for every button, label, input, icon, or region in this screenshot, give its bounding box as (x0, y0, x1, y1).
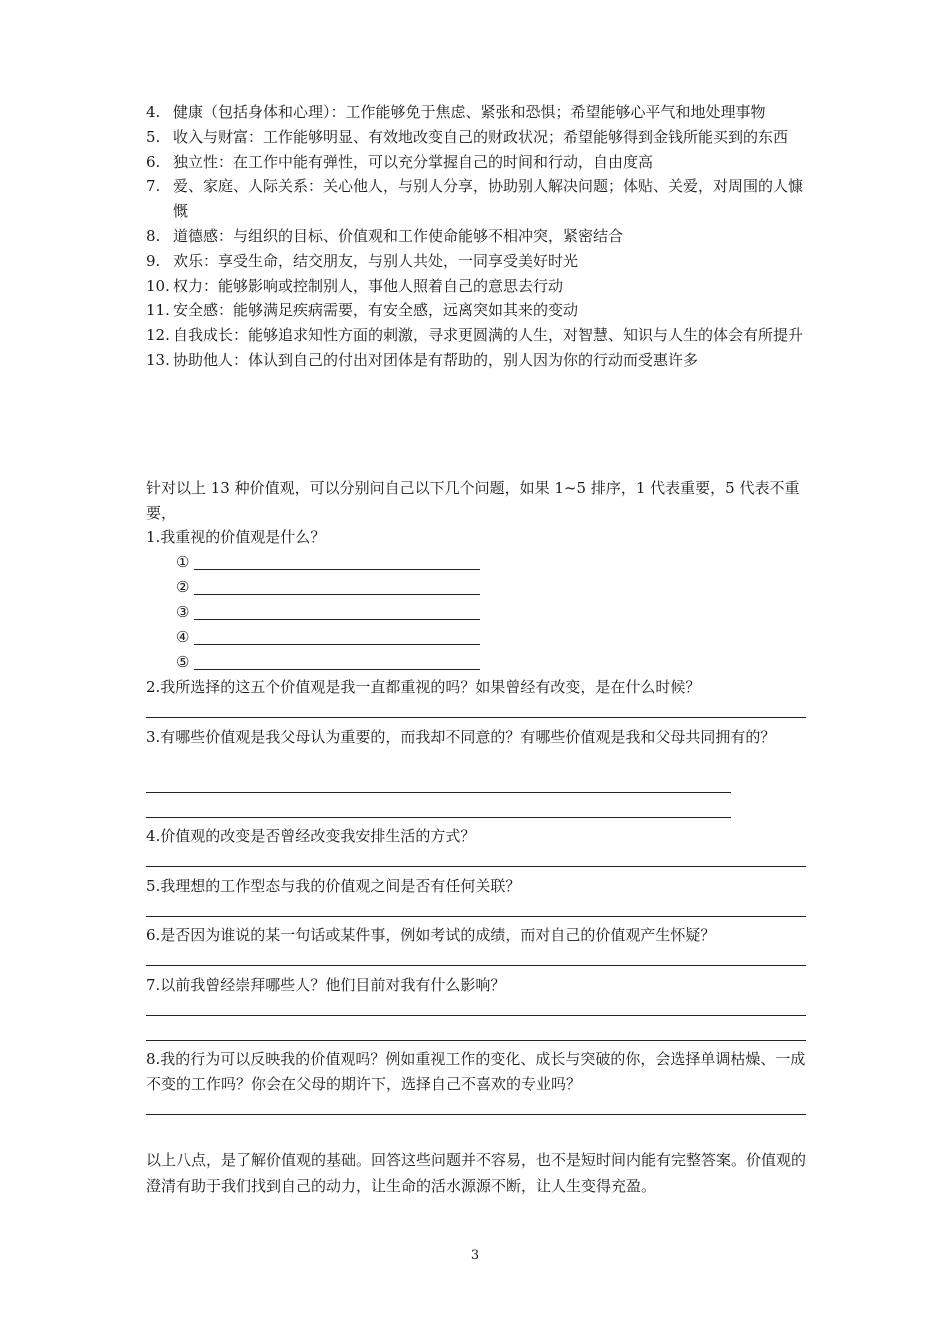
answer-line (194, 594, 480, 595)
list-item (146, 224, 808, 249)
circled-number: ⑤ (176, 653, 190, 671)
item-number: 5. (146, 127, 161, 146)
list-item (146, 348, 808, 373)
item-text: 道德感：与组织的目标、价值观和工作使命能够不相冲突，紧密结合 (173, 226, 624, 245)
circled-number: ② (176, 578, 190, 596)
question-7: 7.以前我曾经崇拜哪些人？他们目前对我有什么影响？ (146, 976, 506, 994)
answer-line[interactable] (146, 866, 806, 867)
item-text: 安全感：能够满足疾病需要，有安全感，远离突如其来的变动 (173, 301, 579, 320)
answer-line[interactable] (146, 817, 731, 818)
question-1: 1.我重视的价值观是什么？ (146, 528, 326, 546)
closing-paragraph: 以上八点，是了解价值观的基础。回答这些问题并不容易，也不是短时间内能有完整答案。价值观的澄清有助于我们找到自己的动力，让生命的活水源源不断，让人生变得充盈。 (146, 1151, 807, 1195)
page-number: 3 (470, 1248, 480, 1263)
answer-slot-1[interactable] (176, 550, 480, 574)
answer-slot-3[interactable] (176, 600, 480, 624)
question-5: 5.我理想的工作型态与我的价值观之间是否有任何关联？ (146, 877, 521, 895)
answer-line[interactable] (146, 916, 806, 917)
item-number: 4. (146, 103, 161, 121)
circled-number: ③ (176, 603, 190, 621)
item-text: 独立性：在工作中能有弹性，可以充分掌握自己的时间和行动，自由度高 (173, 152, 654, 171)
answer-line (194, 669, 480, 670)
item-number: 11. (146, 301, 170, 320)
answer-line[interactable] (146, 1040, 806, 1041)
answer-line (194, 644, 480, 645)
item-number: 12. (146, 326, 170, 345)
item-number: 13. (146, 350, 170, 369)
answer-line (194, 619, 480, 620)
answer-line[interactable] (146, 717, 806, 718)
item-number: 8. (146, 226, 161, 245)
list-item (146, 100, 808, 125)
list-item (146, 125, 808, 150)
list-item (146, 249, 808, 274)
list-item (146, 174, 808, 224)
list-item (146, 150, 808, 175)
answer-line (194, 569, 480, 570)
question-2: 2.我所选择的这五个价值观是我一直都重视的吗？如果曾经有改变，是在什么时候？ (146, 678, 701, 696)
list-item (146, 323, 808, 348)
circled-number: ① (176, 553, 190, 571)
answer-slot-4[interactable] (176, 625, 480, 649)
answer-slot-5[interactable] (176, 650, 480, 674)
answer-line[interactable] (146, 792, 731, 793)
item-number: 9. (146, 251, 161, 270)
item-number: 7. (146, 177, 161, 196)
answer-line[interactable] (146, 965, 806, 966)
item-text: 权力：能够影响或控制别人，事他人照着自己的意思去行动 (173, 276, 564, 295)
question-6: 6.是否因为谁说的某一句话或某件事，例如考试的成绩，而对自己的价值观产生怀疑？ (146, 926, 716, 944)
item-text: 自我成长：能够追求知性方面的刺激，寻求更圆满的人生，对智慧、知识与人生的体会有所提升 (173, 326, 804, 345)
list-item (146, 298, 808, 323)
item-text: 欢乐：享受生命，结交朋友，与别人共处，一同享受美好时光 (173, 251, 579, 270)
item-number: 10. (146, 276, 170, 295)
item-text: 协助他人：体认到自己的付出对团体是有帮助的，别人因为你的行动而受惠许多 (173, 350, 699, 369)
values-list (146, 100, 808, 373)
item-number: 6. (146, 152, 161, 171)
question-8: 8.我的行为可以反映我的价值观吗？例如重视工作的变化、成长与突破的你，会选择单调枯燥、一成不变的工作吗？你会在父母的期许下，选择自己不喜欢的专业吗？ (146, 1050, 806, 1093)
intro-paragraph: 针对以上 13 种价值观，可以分别问自己以下几个问题，如果 1~5 排序，1 代表重要，5 代表不重要， (146, 479, 800, 522)
answer-line[interactable] (146, 1015, 806, 1016)
answer-line[interactable] (146, 1114, 806, 1115)
item-text: 收入与财富：工作能够明显、有效地改变自己的财政状况；希望能够得到金钱所能买到的东西 (173, 127, 789, 146)
item-text: 爱、家庭、人际关系：关心他人，与别人分享，协助别人解决问题；体贴、关爱，对周围的人慷慨 (173, 177, 804, 221)
item-text: 健康（包括身体和心理）：工作能够免于焦虑、紧张和恐惧；希望能够心平气和地处理事物 (173, 103, 766, 121)
circled-number: ④ (176, 628, 190, 646)
answer-slot-2[interactable] (176, 575, 480, 599)
list-item (146, 274, 808, 299)
question-4: 4.价值观的改变是否曾经改变我安排生活的方式？ (146, 827, 476, 845)
question-3: 3.有哪些价值观是我父母认为重要的，而我却不同意的？有哪些价值观是我和父母共同拥有的？ (146, 728, 776, 746)
